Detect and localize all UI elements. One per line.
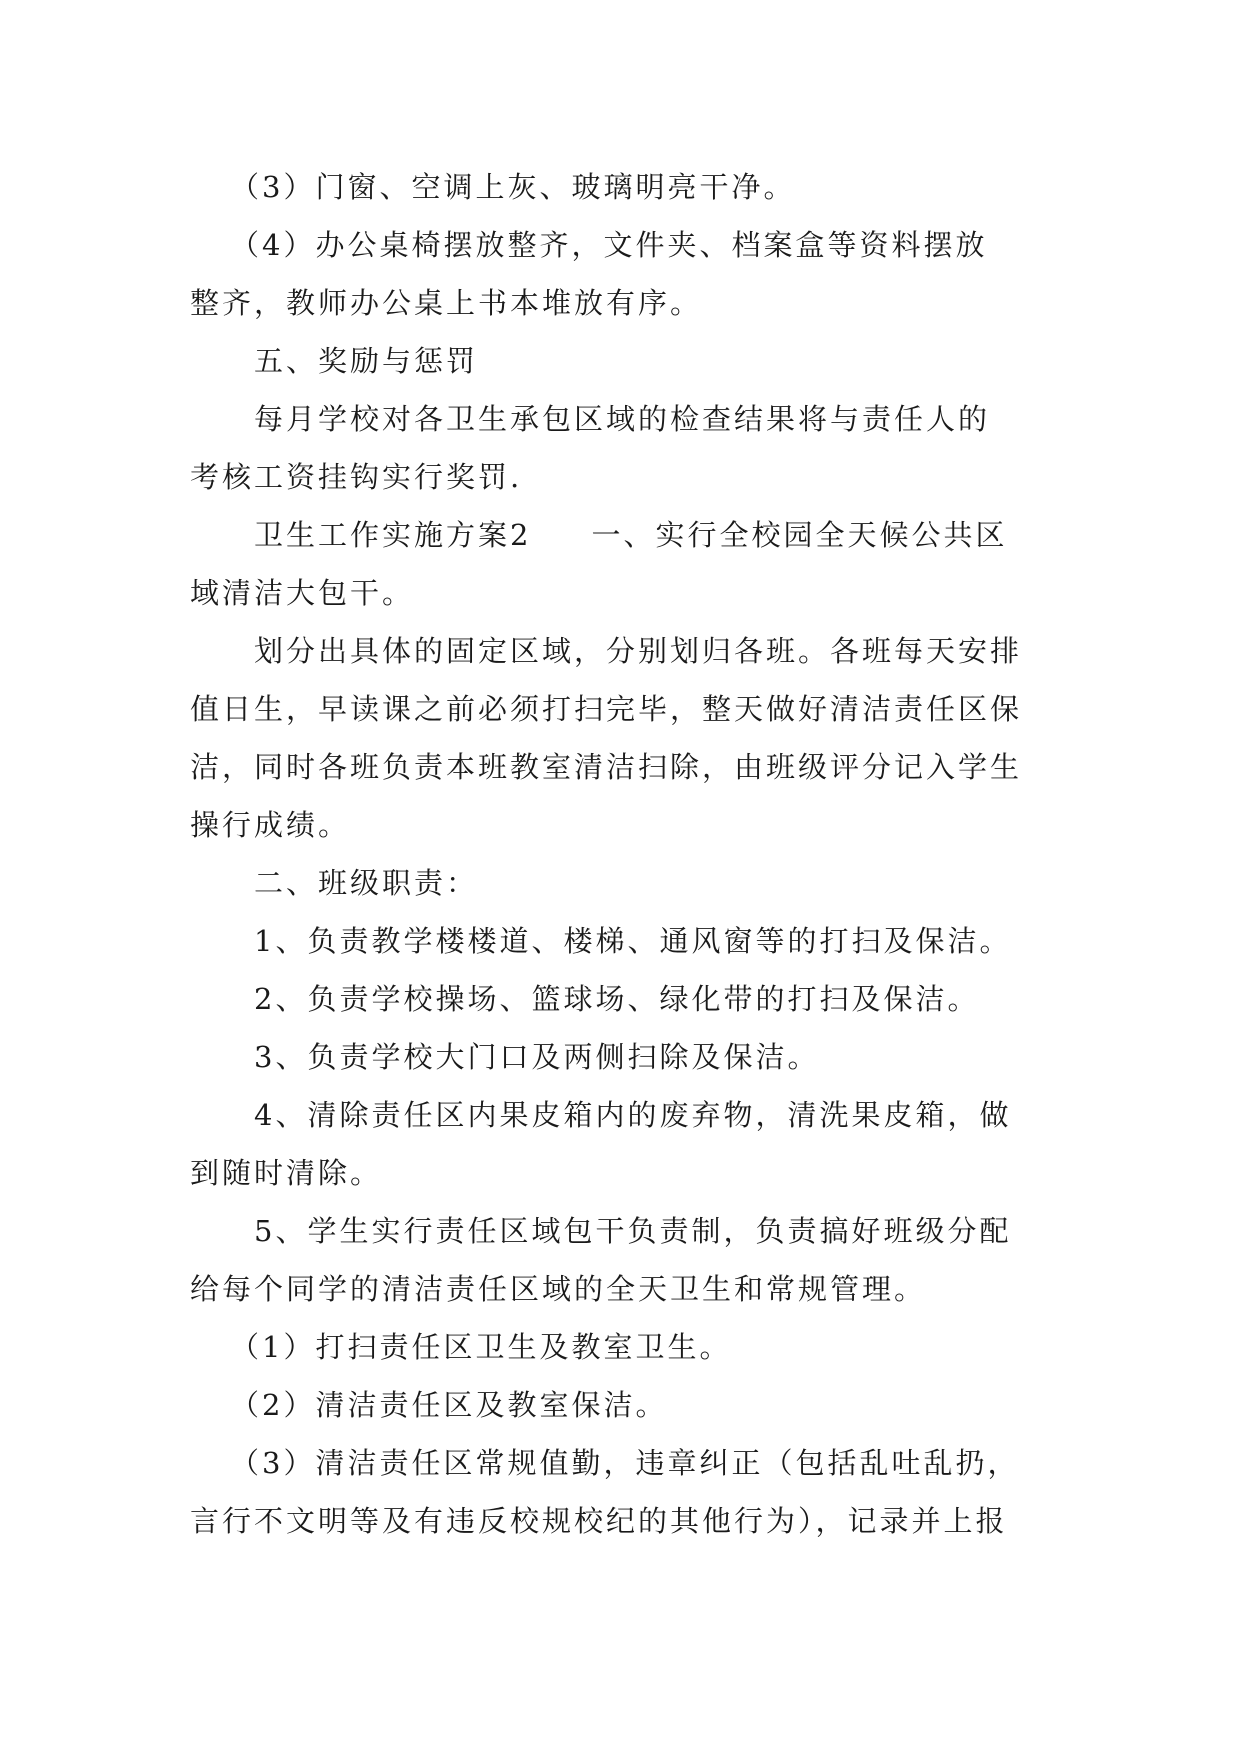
list-item: （2）清洁责任区及教室保洁。 xyxy=(230,1388,668,1422)
paragraph-line: 考核工资挂钩实行奖罚. xyxy=(190,460,523,494)
list-item: 1、负责教学楼楼道、楼梯、通风窗等的打扫及保洁。 xyxy=(254,924,1012,958)
paragraph-line: 言行不文明等及有违反校规校纪的其他行为），记录并上报 xyxy=(190,1504,1008,1538)
document-body xyxy=(190,158,1048,1550)
paragraph-line: 到随时清除。 xyxy=(190,1156,383,1190)
paragraph-line: 划分出具体的固定区域，分别划归各班。各班每天安排 xyxy=(254,634,1023,668)
paragraph-line: 给每个同学的清洁责任区域的全天卫生和常规管理。 xyxy=(190,1272,927,1306)
paragraph-line: 洁，同时各班负责本班教室清洁扫除，由班级评分记入学生 xyxy=(190,750,1023,784)
paragraph-line: 域清洁大包干。 xyxy=(190,576,415,610)
section-heading: 一、实行全校园全天候公共区 xyxy=(591,518,1008,552)
list-item: （3）清洁责任区常规值勤，违章纠正（包括乱吐乱扔， xyxy=(230,1446,1020,1480)
paragraph-line xyxy=(190,506,1048,564)
list-item: 2、负责学校操场、篮球场、绿化带的打扫及保洁。 xyxy=(254,982,980,1016)
paragraph-line: （4）办公桌椅摆放整齐，文件夹、档案盒等资料摆放 xyxy=(230,228,988,262)
paragraph-line: （3）门窗、空调上灰、玻璃明亮干净。 xyxy=(230,170,796,204)
list-item: 3、负责学校大门口及两侧扫除及保洁。 xyxy=(254,1040,820,1074)
list-item: 5、学生实行责任区域包干负责制，负责搞好班级分配 xyxy=(254,1214,1012,1248)
list-item: 4、清除责任区内果皮箱内的废弃物，清洗果皮箱，做 xyxy=(254,1098,1012,1132)
list-item: （1）打扫责任区卫生及教室卫生。 xyxy=(230,1330,732,1364)
paragraph-line: 整齐，教师办公桌上书本堆放有序。 xyxy=(190,286,703,320)
paragraph-line: 值日生，早读课之前必须打扫完毕，整天做好清洁责任区保 xyxy=(190,692,1023,726)
doc-title: 卫生工作实施方案2 xyxy=(254,518,532,552)
section-heading: 二、班级职责： xyxy=(254,866,479,900)
paragraph-line: 操行成绩。 xyxy=(190,808,351,842)
section-heading: 五、奖励与惩罚 xyxy=(254,344,479,378)
paragraph-line: 每月学校对各卫生承包区域的检查结果将与责任人的 xyxy=(254,402,991,436)
